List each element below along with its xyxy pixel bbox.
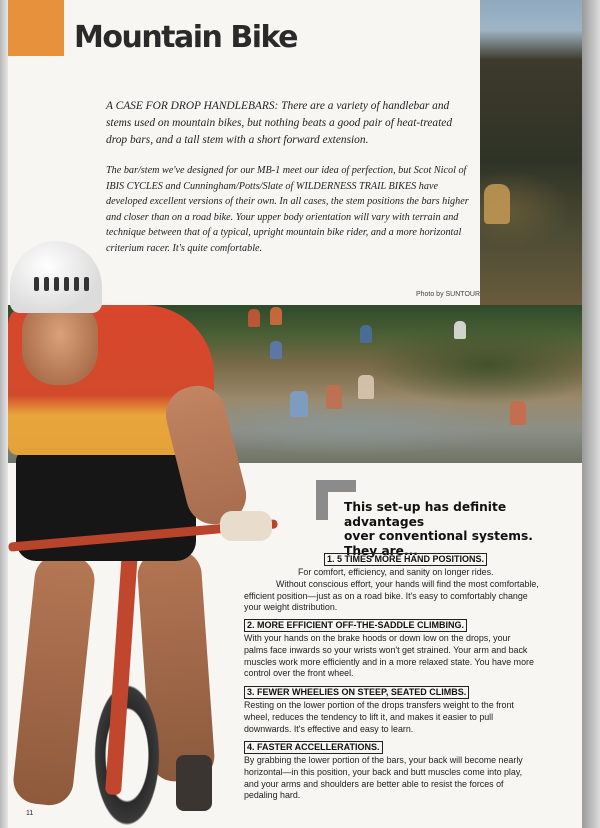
section-heading-4: 4. FASTER ACCELLERATIONS.	[244, 741, 383, 754]
headline-line: This set-up has definite advantages	[344, 500, 507, 529]
cyclist-shoe	[176, 755, 212, 811]
rider-figure	[360, 325, 372, 343]
headline-line: They are...	[344, 543, 418, 558]
orange-accent-block	[8, 0, 64, 56]
headline-line: over conventional systems.	[344, 529, 533, 543]
cyclist-left-leg	[11, 553, 97, 808]
section-body-3: Resting on the lower portion of the drops transfers weight to the front wheel, reduces the tendency to lift it, and makes it easier to pull downwards. It's effective and easy to learn.	[244, 700, 514, 734]
page-title: Mountain Bike	[74, 20, 297, 55]
distant-rider-figure	[484, 184, 510, 224]
intro-paragraph: A CASE FOR DROP HANDLEBARS: There are a variety of handlebar and stems used on mountain bikes, but nothing beats a good pair of heat-treated drop bars, and a tall stem with a short forward extension.	[106, 100, 453, 146]
helmet	[10, 241, 102, 313]
photo-credit: Photo by SUNTOUR	[415, 291, 480, 298]
helmet-vent	[84, 277, 89, 291]
section-heading-1: 1. 5 TIMES MORE HAND POSITIONS.	[324, 553, 487, 566]
rider-figure	[510, 401, 526, 425]
cyclist-glove	[220, 511, 272, 541]
helmet-vent	[64, 277, 69, 291]
mountain-photo	[480, 0, 582, 305]
advantages-headline	[344, 500, 576, 558]
section-heading-3: 3. FEWER WHEELIES ON STEEP, SEATED CLIMBS.	[244, 686, 469, 699]
helmet-vent	[34, 277, 39, 291]
rider-figure	[358, 375, 374, 399]
helmet-vent	[74, 277, 79, 291]
section-body-2: With your hands on the brake hoods or down low on the drops, your palms face inwards so your wrists won't get strained. Your arm and back muscles work more efficiently and in a more relaxed state. You have more control over the front wheel.	[244, 633, 534, 679]
rider-figure	[326, 385, 342, 409]
section-body-4: By grabbing the lower portion of the bars, your back will become nearly horizontal—in this position, your back and butt muscles come into play, and your arms and shoulders are better able to resist the forces of pedaling hard.	[244, 755, 523, 801]
catalog-page	[8, 0, 582, 828]
page-binding	[0, 0, 8, 828]
cyclist-face	[22, 301, 98, 385]
section-heading-2: 2. MORE EFFICIENT OFF-THE-SADDLE CLIMBING.	[244, 619, 467, 632]
helmet-vent	[54, 277, 59, 291]
page-number: 11	[26, 810, 34, 817]
page-edge	[582, 0, 600, 828]
second-paragraph: The bar/stem we've designed for our MB-1 meet our idea of perfection, but Scot Nicol of IBIS CYCLES and Cunningham/Potts/Slate of WILDERNESS TRAIL BIKES have developed excellent versions of their own. In all cases, the stem positions the bars higher and closer than on a road bike. Your upper body orientation will vary with terrain and technique between that of a typical, upright mountain bike rider, and a more horizontal criterium racer. It's quite comfortable.	[106, 165, 469, 254]
section-body-1: For comfort, efficiency, and sanity on longer rides. Without conscious effort, your hands will find the most comfortable, efficient position—just as on a road bike. It's easy to comfortably change your weight distribution.	[244, 567, 539, 613]
cyclist-photo	[8, 235, 298, 828]
rider-figure	[454, 321, 466, 339]
helmet-vent	[44, 277, 49, 291]
